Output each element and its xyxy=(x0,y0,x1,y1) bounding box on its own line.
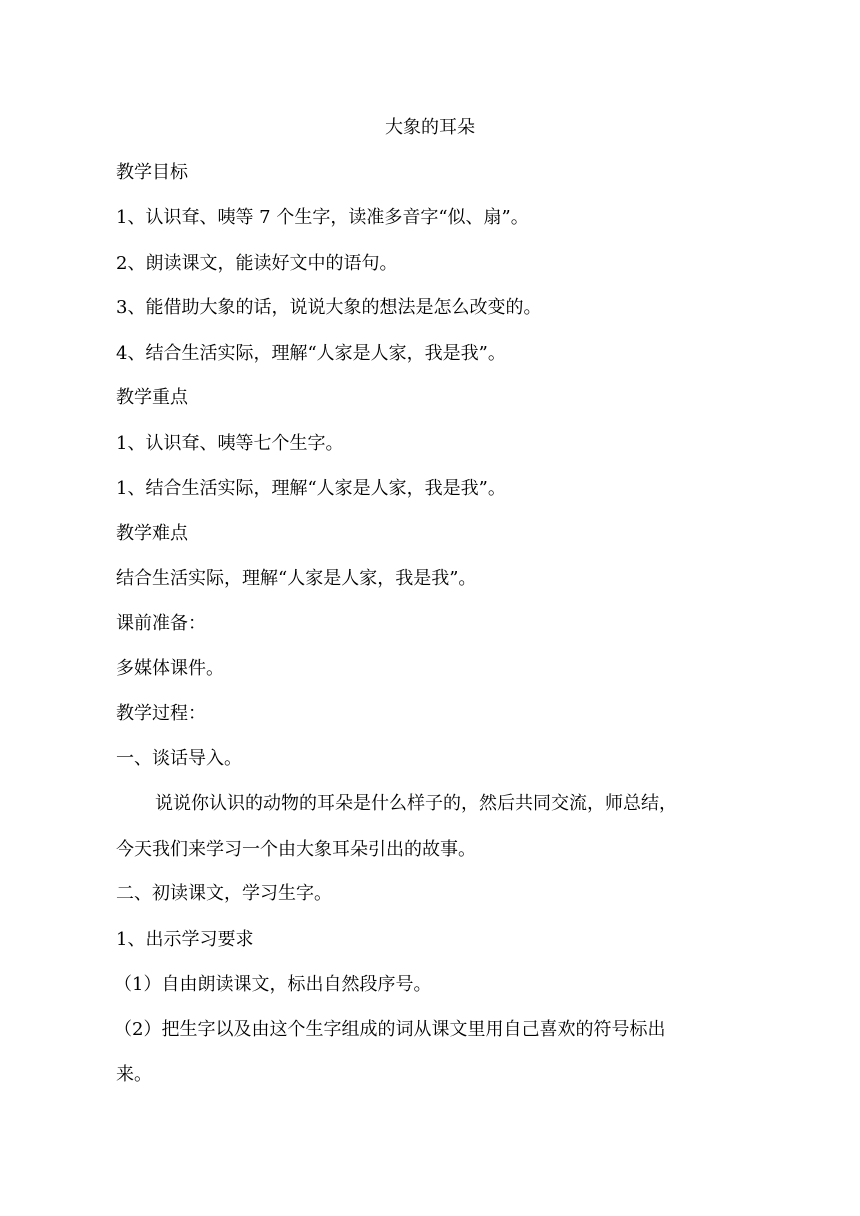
requirement-item-2-line-2: 来。 xyxy=(116,1064,152,1085)
requirement-item-1: （1）自由朗读课文，标出自然段序号。 xyxy=(114,974,432,995)
difficulty-text: 结合生活实际，理解“人家是人家，我是我”。 xyxy=(116,568,477,589)
key-point-1: 1、认识耷、咦等七个生字。 xyxy=(116,433,344,454)
goal-item-2: 2、朗读课文，能读好文中的语句。 xyxy=(116,253,398,274)
goal-item-3: 3、能借助大象的话，说说大象的想法是怎么改变的。 xyxy=(116,297,542,318)
section-2-heading: 二、初读课文，学习生字。 xyxy=(116,883,332,904)
heading-preparation: 课前准备： xyxy=(116,613,206,634)
document-title: 大象的耳朵 xyxy=(385,117,475,138)
key-point-2: 1、结合生活实际，理解“人家是人家，我是我”。 xyxy=(116,478,506,499)
goal-item-1: 1、认识耷、咦等 7 个生字，读准多音字“似、扇”。 xyxy=(116,207,529,228)
requirement-item-2-line-1: （2）把生字以及由这个生字组成的词从课文里用自己喜欢的符号标出 xyxy=(114,1019,666,1040)
goal-item-4: 4、结合生活实际，理解“人家是人家，我是我”。 xyxy=(116,343,506,364)
heading-key-points: 教学重点 xyxy=(116,387,188,408)
section-1-heading: 一、谈话导入。 xyxy=(116,748,242,769)
section-1-paragraph-line-1: 说说你认识的动物的耳朵是什么样子的，然后共同交流，师总结， xyxy=(155,793,677,814)
heading-teaching-goals: 教学目标 xyxy=(116,162,188,183)
heading-teaching-process: 教学过程： xyxy=(116,703,206,724)
heading-difficulties: 教学难点 xyxy=(116,523,188,544)
preparation-text: 多媒体课件。 xyxy=(116,658,224,679)
section-1-paragraph-line-2: 今天我们来学习一个由大象耳朵引出的故事。 xyxy=(116,839,476,860)
requirement-heading: 1、出示学习要求 xyxy=(116,929,254,950)
